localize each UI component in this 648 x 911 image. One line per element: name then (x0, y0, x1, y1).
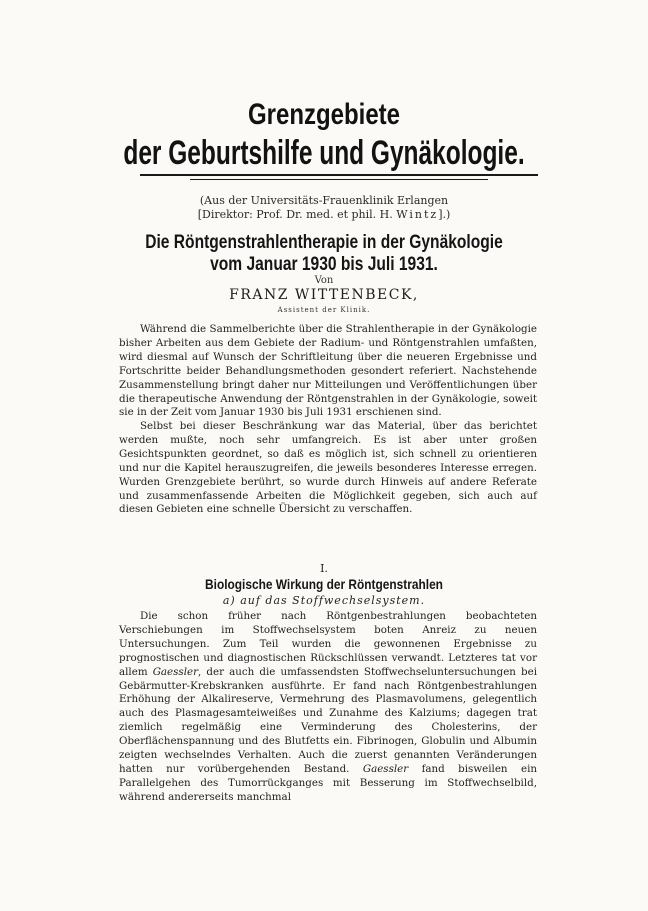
article-title-line1: Die Röntgenstrahlentherapie in der Gynäkologie (145, 232, 503, 253)
affiliation-line2: [Direktor: Prof. Dr. med. et phil. H. Wintz].) (197, 208, 451, 221)
author-reference: Gaessler (362, 762, 409, 775)
title-rule-thin (190, 179, 488, 180)
paragraph-scope: Selbst bei dieser Beschränkung war das Material, über das berichtet werden mußte, noch sehr umfangreich. Es ist aber unter großen Gesichtspunkten geordnet, so daß es möglich ist, sich schnell zu orientieren und nur die Kapitel herauszugreifen, die jeweils besonderes Interesse erregen. Wurden Grenzgebiete berührt, so wurde durch Hinweis auf andere Referate und zusammenfassende Arbeiten die Möglichkeit gegeben, sich auch auf diesen Gebieten eine schnelle Übersicht zu verschaffen. (119, 420, 537, 516)
section-number: I. (320, 562, 328, 575)
article-title-line2: vom Januar 1930 bis Juli 1931. (210, 254, 438, 275)
title-rule-thick (140, 174, 538, 176)
paragraph-metabolism: Die schon früher nach Röntgenbestrahlungen beobachteten Verschiebungen im Stoffwechselsystem boten Anreiz zu neuen Untersuchungen. Zum Teil wurden die gewonnenen Ergebnisse zu prognostischen und diagnostischen Rückschlüssen verwandt. Letzteres tat vor allem Gaessler, der auch die umfassendsten Stoffwechseluntersuchungen bei Gebärmutter-Krebskranken ausführte. Er fand nach Röntgenbestrahlungen Erhöhung der Alkalireserve, Vermehrung des Plasmavolumens, gelegentlich auch des Plasmagesamteiweißes und Zunahme des Kalziums; dagegen trat ziemlich regelmäßig eine Verminderung des Cholesterins, der Oberflächenspannung und des Blutfetts ein. Fibrinogen, Globulin und Albumin zeigten wechselndes Verhalten. Auch die zuerst genannten Veränderungen hatten nur vorübergehenden Bestand. Gaessler fand bisweilen ein Parallelgehen des Tumorrückganges mit Besserung im Stoffwechselbild, während andererseits manchmal (119, 610, 537, 803)
journal-title-line2: der Geburtshilfe und Gynäkologie. (123, 134, 525, 172)
journal-title-line1: Grenzgebiete (247, 98, 401, 131)
author-byline: Von (314, 275, 334, 286)
section-title: Biologische Wirkung der Röntgenstrahlen (205, 576, 443, 592)
author-position: Assistent der Klinik. (277, 306, 371, 314)
author-reference: Gaessler (152, 665, 199, 678)
author-name: FRANZ WITTENBECK, (229, 287, 419, 303)
affiliation-line1: (Aus der Universitäts-Frauenklinik Erlangen (199, 194, 449, 207)
paragraph-intro: Während die Sammelberichte über die Strahlentherapie in der Gynäkologie bisher Arbeiten aus dem Gebiete der Radium- und Röntgenstrahlen umfaßten, wird diesmal auf Wunsch der Schriftleitung über die neueren Ergebnisse und Fortschritte beider Behandlungsmethoden gesondert referiert. Nachstehende Zusammenstellung bringt daher nur Mitteilungen und Veröffentlichungen über die therapeutische Anwendung der Röntgenstrahlen in der Gynäkologie, soweit sie in der Zeit vom Januar 1930 bis Juli 1931 erschienen sind. (119, 323, 537, 419)
subsection-title: a) auf das Stoffwechselsystem. (222, 594, 426, 607)
